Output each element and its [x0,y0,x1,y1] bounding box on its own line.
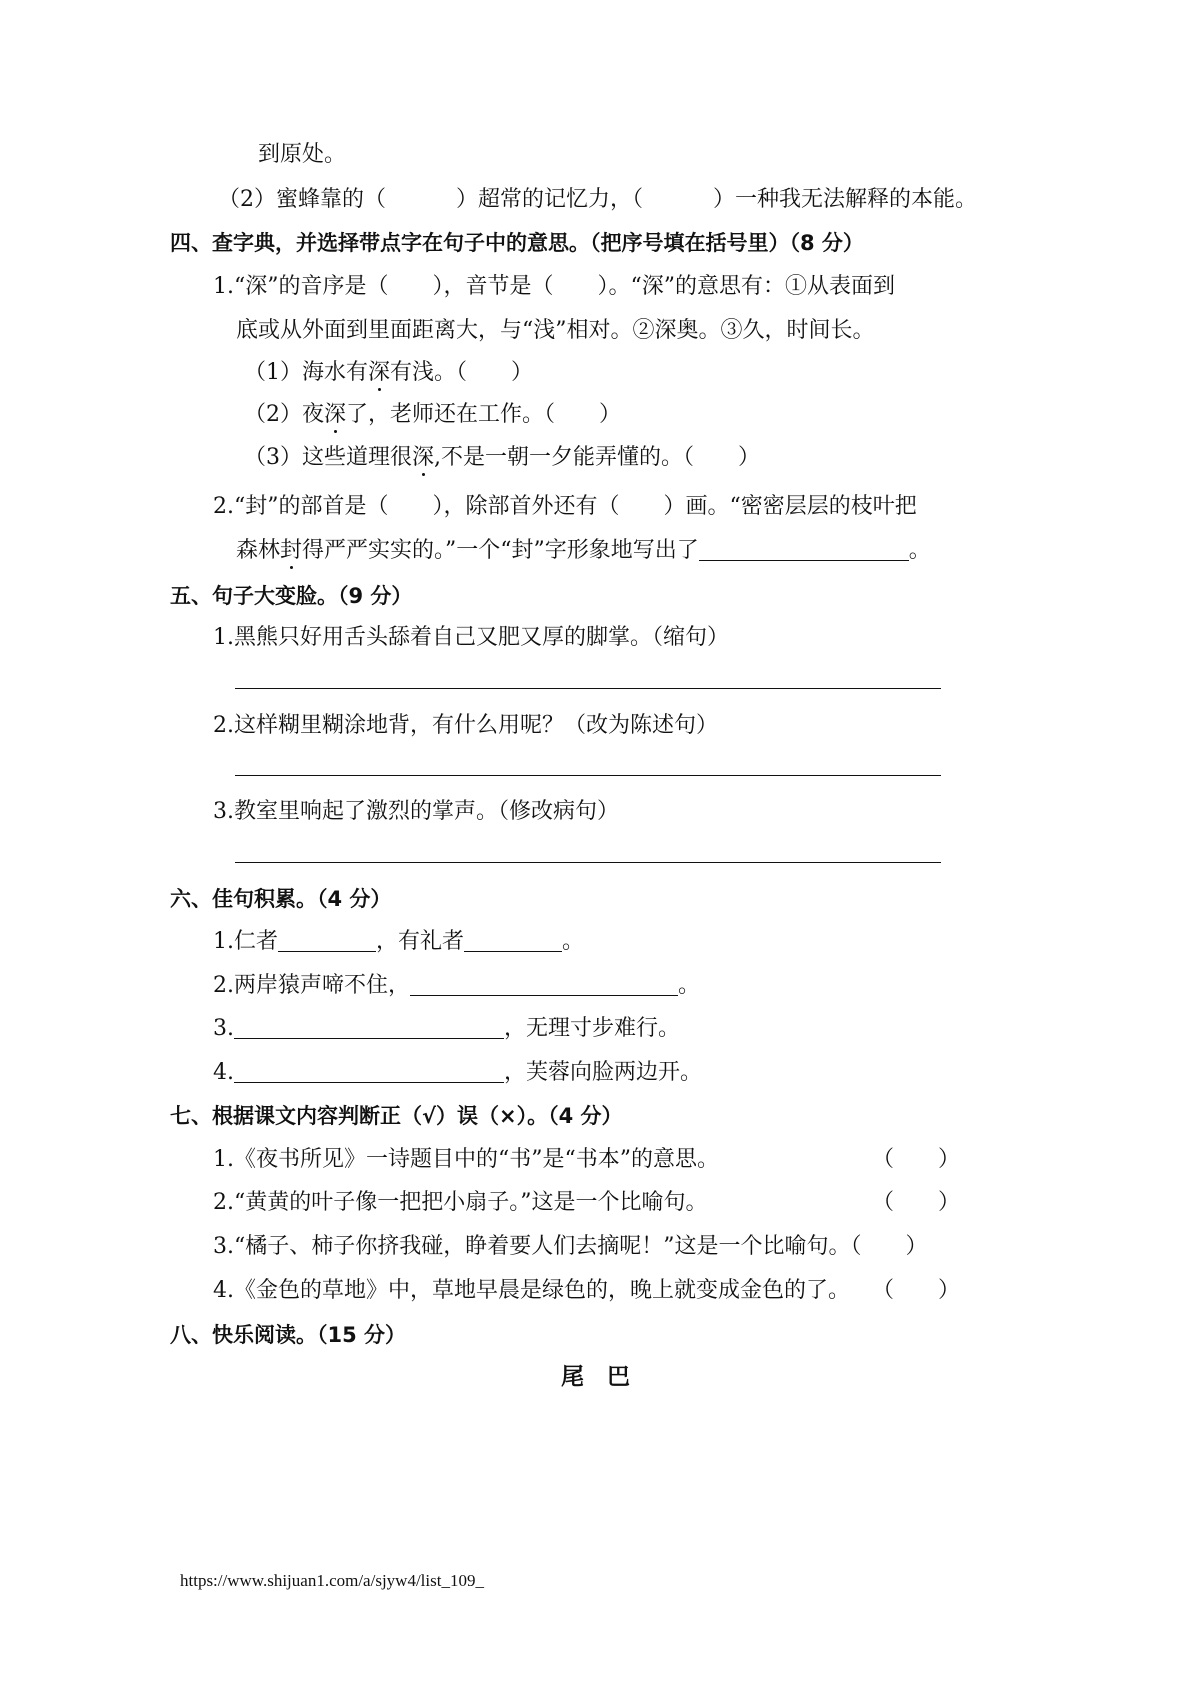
judge-paren[interactable]: （ ） [872,1278,961,1303]
s4-q1-sub1: （1）海水有深有浅。（ ） [244,360,534,385]
answer-blank[interactable] [464,927,562,952]
section-5-heading: 五、句子大变脸。（9 分） [170,584,413,608]
answer-line[interactable] [235,775,941,776]
answer-blank[interactable] [278,927,376,952]
s4-q1-sub3: （3）这些道理很深,不是一朝一夕能弄懂的。（ ） [244,445,761,470]
passage-title: 尾 巴 [561,1364,630,1390]
answer-blank[interactable] [699,536,909,561]
answer-line[interactable] [235,688,941,689]
s4-q1-line1: 1.“深”的音序是（ ），音节是（ ）。“深”的意思有：①从表面到 [213,274,895,299]
s4-q2-line1: 2.“封”的部首是（ ），除部首外还有（ ）画。“密密层层的枝叶把 [213,494,917,519]
section-7-heading: 七、根据课文内容判断正（√）误（×）。（4 分） [170,1104,623,1128]
s6-q1: 1.仁者 ，有礼者 。 [213,929,585,954]
dotted-char: 深 [412,445,435,470]
s4-q2-line2: 森林封得严严实实的。”一个“封”字形象地写出了 。 [236,538,931,563]
judge-paren[interactable]: （ ） [872,1190,961,1215]
answer-line[interactable] [235,862,941,863]
section-6-heading: 六、佳句积累。（4 分） [170,887,392,911]
section-8-heading: 八、快乐阅读。（15 分） [170,1323,407,1347]
s5-q2: 2.这样糊里糊涂地背，有什么用呢？（改为陈述句） [213,713,718,738]
s7-q2: 2.“黄黄的叶子像一把把小扇子。”这是一个比喻句。 [213,1190,708,1215]
dotted-char: 封 [280,538,303,563]
s4-q1-sub2: （2）夜深了，老师还在工作。（ ） [244,402,622,427]
judge-paren[interactable]: （ ） [872,1147,961,1172]
s7-q4: 4.《金色的草地》中，草地早晨是绿色的，晚上就变成金色的了。 [213,1278,850,1303]
s7-q1: 1.《夜书所见》一诗题目中的“书”是“书本”的意思。 [213,1147,719,1172]
continued-line: 到原处。 [258,142,347,167]
dotted-char: 深 [324,402,347,427]
s6-q3: 3. ，无理寸步难行。 [213,1016,681,1041]
s5-q1: 1.黑熊只好用舌头舔着自己又肥又厚的脚掌。（缩句） [213,625,729,650]
s7-q3: 3.“橘子、柿子你挤我碰，睁着要人们去摘呢！”这是一个比喻句。（ ） [213,1234,928,1259]
section-4-heading: 四、查字典，并选择带点字在句子中的意思。（把序号填在括号里）（8 分） [170,231,864,255]
answer-blank[interactable] [234,1014,504,1039]
answer-blank[interactable] [410,971,678,996]
s6-q4: 4. ，芙蓉向脸两边开。 [213,1060,703,1085]
s4-q1-line2: 底或从外面到里面距离大，与“浅”相对。②深奥。③久，时间长。 [236,318,875,343]
question-2-line: （2）蜜蜂靠的（ ）超常的记忆力，（ ）一种我无法解释的本能。 [218,187,978,212]
dotted-char: 深 [368,360,391,385]
answer-blank[interactable] [234,1058,504,1083]
s6-q2: 2.两岸猿声啼不住， 。 [213,973,701,998]
judge-paren[interactable]: （ ） [850,1234,928,1259]
s5-q3: 3.教室里响起了激烈的掌声。（修改病句） [213,799,619,824]
footer-url: https://www.shijuan1.com/a/sjyw4/list_109_ [180,1571,484,1590]
